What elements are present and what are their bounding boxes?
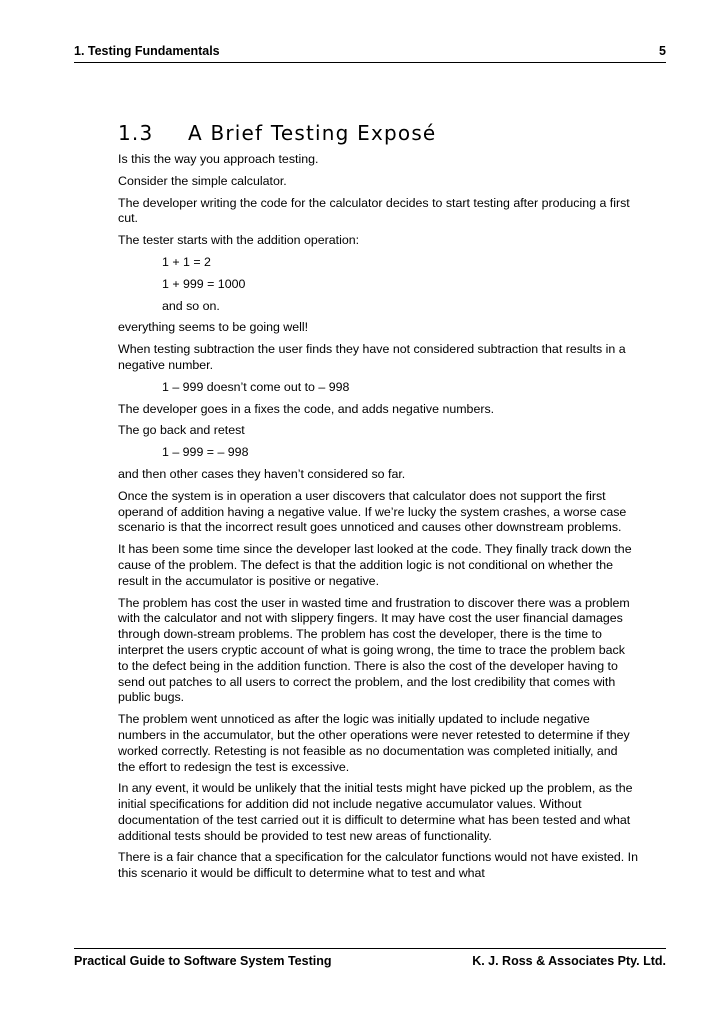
footer-rule — [74, 948, 666, 949]
paragraph: There is a fair chance that a specification for the calculator functions would not have existed. In this scenario it would be difficult to determine what to test and what — [118, 850, 639, 881]
page-footer — [74, 954, 666, 968]
section-heading — [118, 120, 638, 146]
paragraph: The go back and retest — [118, 423, 245, 438]
book-title: Practical Guide to Software System Testing — [74, 954, 332, 968]
paragraph: and then other cases they haven’t considered so far. — [118, 466, 406, 481]
paragraph: It has been some time since the developer last looked at the code. They finally track down the cause of the problem. The defect is that the addition logic is not conditional on whether the result in the accumulator is positive or negative. — [118, 542, 632, 588]
example-line: 1 – 999 doesn’t come out to – 998 — [162, 379, 350, 394]
page-body — [118, 120, 638, 888]
paragraph: The problem has cost the user in wasted time and frustration to discover there was a problem with the calculator and not with slippery fingers. It may have cost the user financial damages through down-stream problems. The problem has cost the developer, there is the time to interpret the users cryptic account of what is going wrong, the time to trace the problem back to the defect being in the addition function. There is also the cost of the developer having to send out patches to all users to correct the problem, and the lost credibility that comes with public bugs. — [118, 595, 630, 705]
paragraph: In any event, it would be unlikely that the initial tests might have picked up the problem, as the initial specifications for addition did not include negative accumulator values. Without documentation of the test carried out it is difficult to determine what has been tested and what additional tests should be provided to test new areas of functionality. — [118, 781, 633, 843]
paragraph: Once the system is in operation a user discovers that calculator does not support the first operand of addition having a negative value. If we’re lucky the system crashes, a worse case scenario is that the incorrect result goes unnoticed and causes other downstream problems. — [118, 488, 627, 535]
example-line: 1 + 999 = 1000 — [162, 276, 246, 291]
paragraph: The developer goes in a fixes the code, and adds negative numbers. — [118, 401, 495, 416]
paragraph: everything seems to be going well! — [118, 320, 309, 335]
paragraph: Is this the way you approach testing. — [118, 152, 319, 166]
section-number: 1.3 — [118, 121, 154, 145]
example-line: 1 + 1 = 2 — [162, 254, 211, 269]
page-header — [74, 44, 666, 58]
paragraph: The developer writing the code for the calculator decides to start testing after producing a first cut. — [118, 195, 630, 226]
paragraph: When testing subtraction the user finds they have not considered subtraction that results in a negative number. — [118, 342, 626, 372]
publisher: K. J. Ross & Associates Pty. Ltd. — [472, 954, 666, 968]
example-line: and so on. — [162, 298, 220, 313]
page-number: 5 — [659, 44, 666, 58]
example-line: 1 – 999 = – 998 — [162, 445, 249, 460]
paragraph: The tester starts with the addition operation: — [118, 233, 360, 248]
paragraph: Consider the simple calculator. — [118, 173, 287, 188]
header-rule — [74, 62, 666, 63]
paragraph: The problem went unnoticed as after the logic was initially updated to include negative numbers in the accumulator, but the other operations were never retested to determine if they worked correctly. Retesting is not feasible as no documentation was completed initially, and the effort to redesign the test is excessive. — [118, 712, 630, 774]
chapter-title: 1. Testing Fundamentals — [74, 44, 220, 58]
section-title: A Brief Testing Exposé — [188, 121, 437, 145]
